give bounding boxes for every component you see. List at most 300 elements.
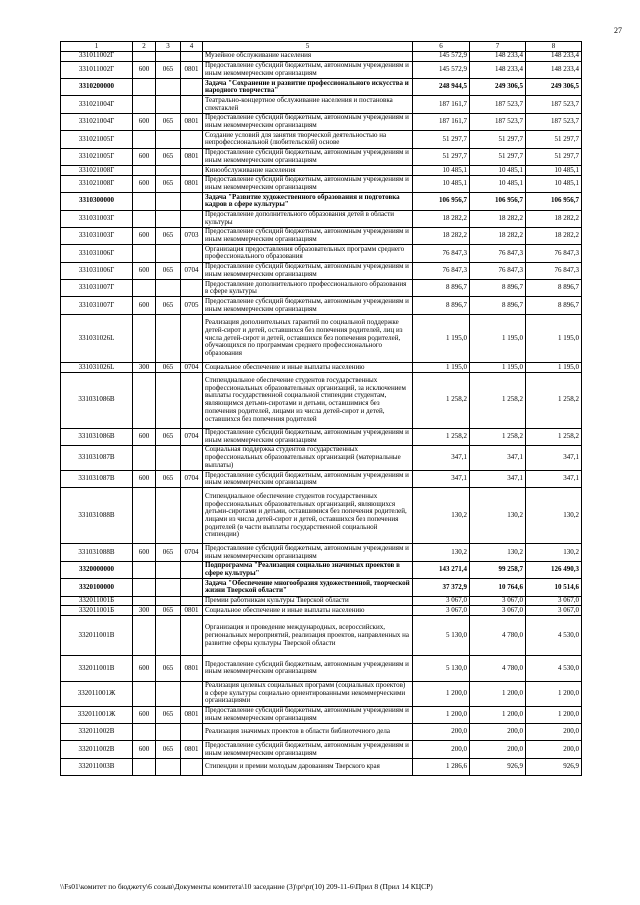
amount-col7-cell: 347,1 [470, 471, 526, 488]
table-row [61, 79, 582, 96]
amount-col8-cell: 347,1 [526, 471, 582, 488]
rz-cell [181, 245, 203, 262]
description-cell: Предоставление субсидий бюджетным, автономным учреждениям и иным некоммерческим организациям [203, 656, 413, 681]
rz-cell [181, 280, 203, 297]
amount-col7-cell: 1 195,0 [470, 314, 526, 362]
code-cell: 332011001Ж [61, 681, 133, 706]
amount-col6-cell: 1 258,2 [413, 428, 470, 445]
vr-cell: 600 [133, 227, 156, 244]
amount-col6-cell: 347,1 [413, 446, 470, 471]
table-row [61, 615, 582, 656]
page-number: 27 [614, 26, 622, 35]
table-row [61, 175, 582, 192]
vr-cell: 600 [133, 148, 156, 165]
amount-col7-cell: 148 233,4 [470, 52, 526, 62]
table-row [61, 428, 582, 445]
gr-cell [156, 193, 181, 210]
rz-cell [181, 131, 203, 148]
amount-col7-cell: 106 956,7 [470, 193, 526, 210]
code-cell: 332011001В [61, 615, 133, 656]
amount-col8-cell: 1 195,0 [526, 363, 582, 373]
description-cell: Реализация значимых проектов в области библиотечного дела [203, 724, 413, 741]
amount-col7-cell: 18 282,2 [470, 210, 526, 227]
code-cell: 331031006Г [61, 245, 133, 262]
description-cell: Организация и проведение международных, всероссийских, региональных мероприятий, реализация проектов, направленных на развитие сферы культуры Тверской области [203, 615, 413, 656]
table-row [61, 446, 582, 471]
table-row [61, 314, 582, 362]
vr-cell [133, 488, 156, 544]
gr-cell: 065 [156, 297, 181, 314]
rz-cell [181, 52, 203, 62]
amount-col6-cell: 76 847,3 [413, 245, 470, 262]
gr-cell: 065 [156, 262, 181, 279]
amount-col6-cell: 37 372,9 [413, 579, 470, 596]
vr-cell: 600 [133, 175, 156, 192]
code-cell: 331031026L [61, 363, 133, 373]
vr-cell [133, 79, 156, 96]
table-row [61, 245, 582, 262]
amount-col7-cell: 1 258,2 [470, 428, 526, 445]
code-cell: 331031087В [61, 471, 133, 488]
amount-col6-cell: 18 282,2 [413, 227, 470, 244]
amount-col7-cell: 187 523,7 [470, 96, 526, 113]
gr-cell: 065 [156, 741, 181, 758]
description-cell: Задача "Развитие художественного образования и подготовка кадров в сфере культуры" [203, 193, 413, 210]
description-cell: Предоставление субсидий бюджетным, автономным учреждениям и иным некоммерческим организациям [203, 741, 413, 758]
vr-cell: 600 [133, 656, 156, 681]
code-cell: 331031088В [61, 544, 133, 561]
amount-col7-cell: 1 200,0 [470, 681, 526, 706]
code-cell: 331031006Г [61, 262, 133, 279]
amount-col8-cell: 130,2 [526, 488, 582, 544]
vr-cell [133, 193, 156, 210]
table-row [61, 656, 582, 681]
table-row [61, 262, 582, 279]
gr-cell [156, 596, 181, 606]
vr-cell: 600 [133, 428, 156, 445]
gr-cell: 065 [156, 428, 181, 445]
gr-cell [156, 758, 181, 775]
table-row [61, 724, 582, 741]
gr-cell [156, 245, 181, 262]
amount-col6-cell: 1 195,0 [413, 363, 470, 373]
amount-col7-cell: 3 067,0 [470, 606, 526, 616]
amount-col8-cell: 8 896,7 [526, 297, 582, 314]
amount-col6-cell: 3 067,0 [413, 596, 470, 606]
amount-col6-cell: 8 896,7 [413, 280, 470, 297]
vr-cell [133, 96, 156, 113]
description-cell: Стипендии и премии молодым дарованиям Тверского края [203, 758, 413, 775]
code-cell: 331021004Г [61, 96, 133, 113]
amount-col8-cell: 1 200,0 [526, 681, 582, 706]
amount-col8-cell: 126 490,3 [526, 561, 582, 578]
amount-col8-cell: 187 523,7 [526, 113, 582, 130]
description-cell: Предоставление субсидий бюджетным, автономным учреждениям и иным некоммерческим организациям [203, 227, 413, 244]
gr-cell [156, 488, 181, 544]
amount-col7-cell: 8 896,7 [470, 280, 526, 297]
amount-col8-cell: 249 306,5 [526, 79, 582, 96]
gr-cell [156, 446, 181, 471]
vr-cell: 600 [133, 471, 156, 488]
code-cell: 331021008Г [61, 175, 133, 192]
amount-col8-cell: 200,0 [526, 741, 582, 758]
table-row [61, 561, 582, 578]
amount-col6-cell: 1 258,2 [413, 372, 470, 428]
rz-cell: 0801 [181, 606, 203, 616]
table-row [61, 606, 582, 616]
rz-cell [181, 724, 203, 741]
gr-cell [156, 131, 181, 148]
code-cell: 331031003Г [61, 227, 133, 244]
description-cell: Премии работникам культуры Тверской области [203, 596, 413, 606]
vr-cell: 600 [133, 262, 156, 279]
amount-col8-cell: 200,0 [526, 724, 582, 741]
amount-col8-cell: 10 485,1 [526, 166, 582, 176]
description-cell: Предоставление субсидий бюджетным, автономным учреждениям и иным некоммерческим организациям [203, 175, 413, 192]
amount-col6-cell: 3 067,0 [413, 606, 470, 616]
table-row [61, 579, 582, 596]
rz-cell [181, 561, 203, 578]
amount-col8-cell: 4 530,0 [526, 615, 582, 656]
rz-cell: 0704 [181, 262, 203, 279]
gr-cell [156, 561, 181, 578]
amount-col6-cell: 10 485,1 [413, 166, 470, 176]
code-cell: 331021008Г [61, 166, 133, 176]
description-cell: Социальная поддержка студентов государственных профессиональных образовательных организаций (материальные выплаты) [203, 446, 413, 471]
amount-col6-cell: 51 297,7 [413, 131, 470, 148]
rz-cell [181, 193, 203, 210]
description-cell: Предоставление дополнительного профессионального образования в сфере культуры [203, 280, 413, 297]
table-row [61, 297, 582, 314]
budget-table [60, 41, 582, 776]
rz-cell: 0801 [181, 113, 203, 130]
description-cell: Предоставление субсидий бюджетным, автономным учреждениям и иным некоммерческим организациям [203, 61, 413, 78]
code-cell: 332011002В [61, 741, 133, 758]
gr-cell: 065 [156, 363, 181, 373]
code-cell: 331031086В [61, 428, 133, 445]
rz-cell: 0801 [181, 61, 203, 78]
gr-cell: 065 [156, 148, 181, 165]
table-row [61, 741, 582, 758]
table-row [61, 166, 582, 176]
amount-col8-cell: 4 530,0 [526, 656, 582, 681]
code-cell: 332011001Б [61, 606, 133, 616]
rz-cell: 0801 [181, 175, 203, 192]
description-cell: Задача "Сохранение и развитие профессионального искусства и народного творчества" [203, 79, 413, 96]
table-row [61, 372, 582, 428]
description-cell: Предоставление субсидий бюджетным, автономным учреждениям и иным некоммерческим организациям [203, 148, 413, 165]
code-cell: 332011002В [61, 724, 133, 741]
amount-col6-cell: 145 572,9 [413, 52, 470, 62]
amount-col8-cell: 18 282,2 [526, 227, 582, 244]
amount-col6-cell: 248 944,5 [413, 79, 470, 96]
amount-col7-cell: 200,0 [470, 724, 526, 741]
description-cell: Стипендиальное обеспечение студентов государственных профессиональных образовательных организаций, за исключением выплаты государственной социальной стипендии студентам, являющимся детьми-сиротами и детьми, оставшимися без попечения родителей, лицами из числа детей-сирот и детей, оставшихся без попечения родителей [203, 372, 413, 428]
amount-col6-cell: 143 271,4 [413, 561, 470, 578]
code-cell: 332011001Б [61, 596, 133, 606]
table-row [61, 363, 582, 373]
code-cell: 331031007Г [61, 280, 133, 297]
rz-cell: 0704 [181, 544, 203, 561]
amount-col6-cell: 76 847,3 [413, 262, 470, 279]
vr-cell [133, 131, 156, 148]
rz-cell: 0801 [181, 706, 203, 723]
gr-cell [156, 52, 181, 62]
table-row [61, 61, 582, 78]
gr-cell [156, 210, 181, 227]
vr-cell [133, 596, 156, 606]
code-cell: 331031087В [61, 446, 133, 471]
description-cell: Кинообслуживание населения [203, 166, 413, 176]
code-cell: 331031086В [61, 372, 133, 428]
code-cell: 331021004Г [61, 113, 133, 130]
rz-cell: 0704 [181, 428, 203, 445]
description-cell: Предоставление субсидий бюджетным, автономным учреждениям и иным некоммерческим организациям [203, 113, 413, 130]
rz-cell: 0801 [181, 148, 203, 165]
gr-cell [156, 579, 181, 596]
code-cell: 332011003В [61, 758, 133, 775]
vr-cell [133, 579, 156, 596]
rz-cell [181, 314, 203, 362]
table-row [61, 96, 582, 113]
table-row [61, 148, 582, 165]
gr-cell: 065 [156, 706, 181, 723]
description-cell: Предоставление дополнительного образования детей в области культуры [203, 210, 413, 227]
vr-cell: 600 [133, 297, 156, 314]
header-cell: 6 [413, 42, 470, 52]
vr-cell: 600 [133, 544, 156, 561]
code-cell: 331031007Г [61, 297, 133, 314]
gr-cell [156, 681, 181, 706]
gr-cell [156, 280, 181, 297]
amount-col6-cell: 5 130,0 [413, 615, 470, 656]
gr-cell [156, 372, 181, 428]
vr-cell [133, 446, 156, 471]
gr-cell [156, 615, 181, 656]
amount-col8-cell: 51 297,7 [526, 148, 582, 165]
table-row [61, 280, 582, 297]
amount-col8-cell: 76 847,3 [526, 245, 582, 262]
description-cell: Подпрограмма "Реализация социально значимых проектов в сфере культуры" [203, 561, 413, 578]
amount-col7-cell: 1 200,0 [470, 706, 526, 723]
amount-col8-cell: 51 297,7 [526, 131, 582, 148]
description-cell: Предоставление субсидий бюджетным, автономным учреждениям и иным некоммерческим организациям [203, 297, 413, 314]
vr-cell: 600 [133, 113, 156, 130]
vr-cell [133, 372, 156, 428]
table-row [61, 544, 582, 561]
rz-cell [181, 372, 203, 428]
amount-col7-cell: 1 195,0 [470, 363, 526, 373]
code-cell: 3320000000 [61, 561, 133, 578]
vr-cell: 600 [133, 741, 156, 758]
amount-col7-cell: 249 306,5 [470, 79, 526, 96]
code-cell: 332011001В [61, 656, 133, 681]
amount-col6-cell: 200,0 [413, 741, 470, 758]
amount-col7-cell: 4 780,0 [470, 615, 526, 656]
gr-cell [156, 96, 181, 113]
description-cell: Музейное обслуживание населения [203, 52, 413, 62]
vr-cell [133, 724, 156, 741]
table-row [61, 113, 582, 130]
table-row [61, 210, 582, 227]
vr-cell: 300 [133, 606, 156, 616]
file-path-footer: \\Fs01\комитет по бюджету\6 созыв\Документы комитета\10 заседание (3)\pr\pr(10) 209-11-6\Прил 8 (Прил 14 КЦСР) [60, 882, 433, 891]
amount-col8-cell: 130,2 [526, 544, 582, 561]
code-cell: 331021005Г [61, 148, 133, 165]
amount-col8-cell: 76 847,3 [526, 262, 582, 279]
header-cell: 2 [133, 42, 156, 52]
rz-cell [181, 681, 203, 706]
description-cell: Создание условий для занятия творческой деятельностью на непрофессиональной (любительской) основе [203, 131, 413, 148]
amount-col7-cell: 51 297,7 [470, 131, 526, 148]
amount-col8-cell: 18 282,2 [526, 210, 582, 227]
vr-cell [133, 245, 156, 262]
description-cell: Предоставление субсидий бюджетным, автономным учреждениям и иным некоммерческим организациям [203, 262, 413, 279]
description-cell: Задача "Обеспечение многообразия художественной, творческой жизни Тверской области" [203, 579, 413, 596]
rz-cell [181, 79, 203, 96]
amount-col7-cell: 8 896,7 [470, 297, 526, 314]
amount-col7-cell: 10 764,6 [470, 579, 526, 596]
code-cell: 3320100000 [61, 579, 133, 596]
amount-col7-cell: 10 485,1 [470, 166, 526, 176]
amount-col7-cell: 4 780,0 [470, 656, 526, 681]
amount-col8-cell: 106 956,7 [526, 193, 582, 210]
amount-col6-cell: 1 200,0 [413, 706, 470, 723]
amount-col7-cell: 99 258,7 [470, 561, 526, 578]
amount-col6-cell: 18 282,2 [413, 210, 470, 227]
amount-col7-cell: 200,0 [470, 741, 526, 758]
header-cell: 1 [61, 42, 133, 52]
header-cell: 7 [470, 42, 526, 52]
amount-col7-cell: 130,2 [470, 488, 526, 544]
gr-cell [156, 166, 181, 176]
amount-col8-cell: 1 258,2 [526, 428, 582, 445]
rz-cell: 0703 [181, 227, 203, 244]
amount-col7-cell: 187 523,7 [470, 113, 526, 130]
code-cell: 331031003Г [61, 210, 133, 227]
description-cell: Предоставление субсидий бюджетным, автономным учреждениям и иным некоммерческим организациям [203, 428, 413, 445]
description-cell: Стипендиальное обеспечение студентов государственных профессиональных образовательных организаций, являющихся детьми-сиротами и детьми, оставшимися без попечения родителей, лицами из числа детей-сирот и детей, оставшихся без попечения родителей (в части выплаты государственной социальной стипендии) [203, 488, 413, 544]
rz-cell: 0801 [181, 656, 203, 681]
rz-cell [181, 96, 203, 113]
code-cell: 332011001Ж [61, 706, 133, 723]
vr-cell: 600 [133, 61, 156, 78]
amount-col8-cell: 187 523,7 [526, 96, 582, 113]
table-row [61, 131, 582, 148]
gr-cell: 065 [156, 227, 181, 244]
description-cell: Реализация дополнительных гарантий по социальной поддержке детей-сирот и детей, оставшихся без попечения родителей, лиц из числа детей-сирот и детей, оставшихся без попечения родителей, обучающихся по программам среднего профессионального образования [203, 314, 413, 362]
amount-col6-cell: 8 896,7 [413, 297, 470, 314]
vr-cell [133, 615, 156, 656]
amount-col7-cell: 148 233,4 [470, 61, 526, 78]
gr-cell: 065 [156, 471, 181, 488]
header-cell: 4 [181, 42, 203, 52]
gr-cell [156, 314, 181, 362]
table-row [61, 758, 582, 775]
amount-col8-cell: 10 514,6 [526, 579, 582, 596]
code-cell: 331031088В [61, 488, 133, 544]
table-row [61, 471, 582, 488]
vr-cell: 600 [133, 706, 156, 723]
amount-col7-cell: 347,1 [470, 446, 526, 471]
rz-cell [181, 596, 203, 606]
rz-cell [181, 615, 203, 656]
code-cell: 3310300000 [61, 193, 133, 210]
description-cell: Театрально-концертное обслуживание населения и постановка спектаклей [203, 96, 413, 113]
amount-col7-cell: 10 485,1 [470, 175, 526, 192]
code-cell: 331011002Г [61, 52, 133, 62]
amount-col6-cell: 1 286,6 [413, 758, 470, 775]
amount-col8-cell: 148 233,4 [526, 52, 582, 62]
amount-col8-cell: 1 195,0 [526, 314, 582, 362]
vr-cell [133, 210, 156, 227]
table-row [61, 681, 582, 706]
table-row [61, 706, 582, 723]
rz-cell: 0801 [181, 741, 203, 758]
gr-cell: 065 [156, 656, 181, 681]
gr-cell: 065 [156, 544, 181, 561]
amount-col6-cell: 347,1 [413, 471, 470, 488]
description-cell: Предоставление субсидий бюджетным, автономным учреждениям и иным некоммерческим организациям [203, 544, 413, 561]
code-cell: 331011002Г [61, 61, 133, 78]
table-row [61, 193, 582, 210]
amount-col8-cell: 10 485,1 [526, 175, 582, 192]
rz-cell: 0705 [181, 297, 203, 314]
amount-col6-cell: 200,0 [413, 724, 470, 741]
amount-col7-cell: 76 847,3 [470, 245, 526, 262]
amount-col7-cell: 3 067,0 [470, 596, 526, 606]
amount-col6-cell: 130,2 [413, 488, 470, 544]
gr-cell: 065 [156, 61, 181, 78]
header-cell: 5 [203, 42, 413, 52]
vr-cell [133, 52, 156, 62]
description-cell: Реализация целевых социальных программ (социальных проектов) в сфере культуры социально ориентированными некоммерческими организациями [203, 681, 413, 706]
rz-cell [181, 488, 203, 544]
amount-col6-cell: 51 297,7 [413, 148, 470, 165]
amount-col6-cell: 5 130,0 [413, 656, 470, 681]
amount-col6-cell: 145 572,9 [413, 61, 470, 78]
rz-cell [181, 166, 203, 176]
amount-col8-cell: 926,9 [526, 758, 582, 775]
gr-cell [156, 79, 181, 96]
gr-cell: 065 [156, 113, 181, 130]
amount-col7-cell: 18 282,2 [470, 227, 526, 244]
description-cell: Социальное обеспечение и иные выплаты населению [203, 363, 413, 373]
vr-cell [133, 166, 156, 176]
gr-cell [156, 724, 181, 741]
vr-cell [133, 561, 156, 578]
rz-cell [181, 210, 203, 227]
amount-col7-cell: 76 847,3 [470, 262, 526, 279]
vr-cell [133, 280, 156, 297]
rz-cell: 0704 [181, 471, 203, 488]
amount-col8-cell: 1 258,2 [526, 372, 582, 428]
header-row [61, 42, 582, 52]
code-cell: 331021005Г [61, 131, 133, 148]
amount-col6-cell: 1 195,0 [413, 314, 470, 362]
vr-cell [133, 314, 156, 362]
amount-col6-cell: 10 485,1 [413, 175, 470, 192]
table-row [61, 488, 582, 544]
rz-cell [181, 579, 203, 596]
header-cell: 8 [526, 42, 582, 52]
amount-col6-cell: 187 161,7 [413, 96, 470, 113]
amount-col6-cell: 106 956,7 [413, 193, 470, 210]
rz-cell [181, 758, 203, 775]
code-cell: 3310200000 [61, 79, 133, 96]
code-cell: 331031026L [61, 314, 133, 362]
vr-cell [133, 758, 156, 775]
